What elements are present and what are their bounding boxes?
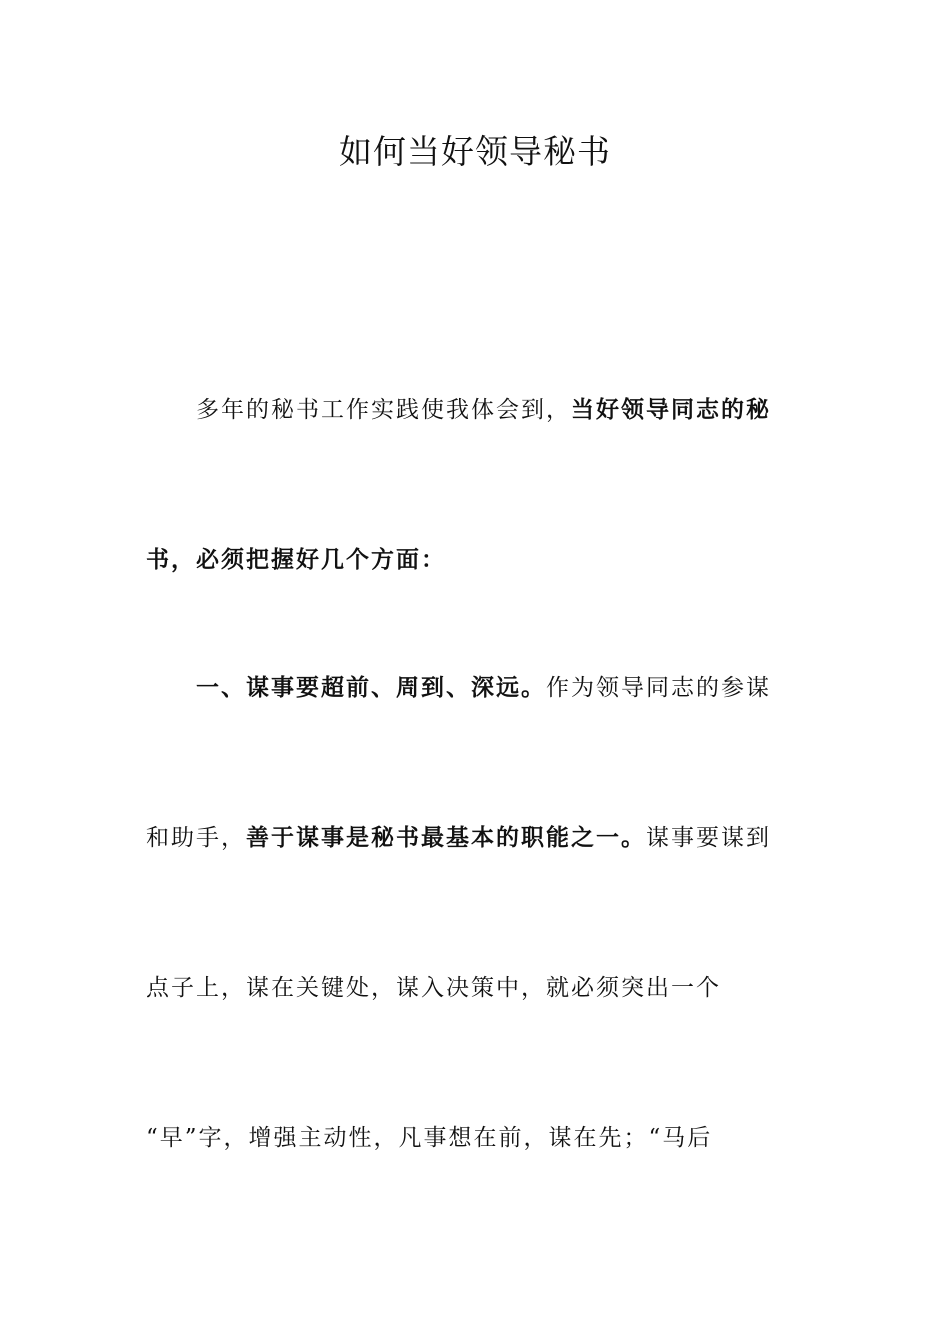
paragraph-line-3 (196, 668, 856, 708)
line-4-text-2: 善于谋事是秘书最基本的职能之一。 (246, 824, 646, 851)
line-4-text-3: 谋事要谋到 (646, 825, 771, 851)
line-6-text-1: “早”字，增强主动性，凡事想在前，谋在先；“马后 (146, 1125, 713, 1151)
paragraph-line-6 (146, 1118, 806, 1158)
line-2-text-1: 书，必须把握好几个方面： (146, 546, 446, 573)
line-3-text-2: 作为领导同志的参谋 (546, 675, 771, 701)
line-4-text-1: 和助手， (146, 825, 246, 851)
paragraph-line-2 (146, 540, 806, 580)
document-title: 如何当好领导秘书 (339, 132, 611, 171)
line-1-text-1: 多年的秘书工作实践使我体会到， (196, 397, 571, 423)
section-heading-1: 一、谋事要超前、周到、深远。 (196, 674, 546, 701)
paragraph-line-4 (146, 818, 806, 858)
line-1-text-2: 当好领导同志的秘 (571, 396, 771, 423)
line-5-text-1: 点子上，谋在关键处，谋入决策中，就必须突出一个 (146, 975, 721, 1001)
paragraph-line-1 (196, 390, 856, 430)
paragraph-line-5 (146, 968, 806, 1008)
